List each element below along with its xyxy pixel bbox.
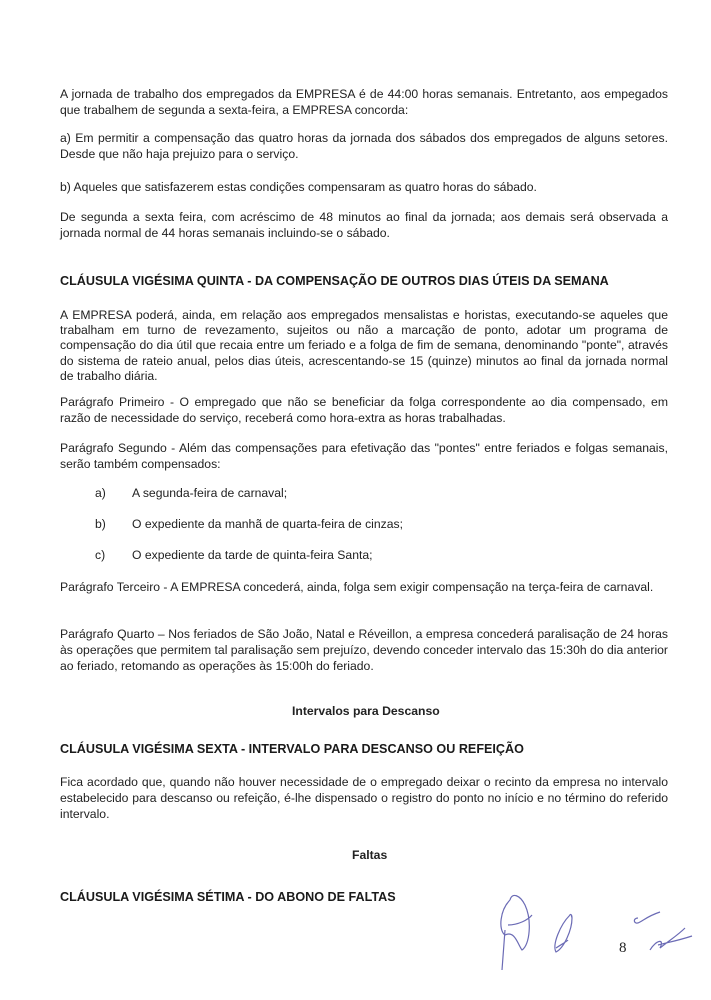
paragraph-terceiro: Parágrafo Terceiro - A EMPRESA concederá, ainda, folga sem exigir compensação na terça-feira de carnaval. — [60, 580, 654, 594]
paragraph-intervalo: Fica acordado que, quando não houver necessidade de o empregado deixar o recinto da empresa no intervalo estabelecido para descanso ou refeição, é-lhe dispensado o registro do ponto no início e no término do referido intervalo. — [60, 775, 668, 821]
clause-27-heading: CLÁUSULA VIGÉSIMA SÉTIMA - DO ABONO DE FALTAS — [60, 890, 396, 904]
paragraph-jornada: A jornada de trabalho dos empregados da EMPRESA é de 44:00 horas semanais. Entretanto, aos empegados que trabalhem de segunda a sexta-feira, a EMPRESA concorda: — [60, 87, 668, 117]
signature-mark — [650, 928, 692, 950]
paragraph-item-b: b) Aqueles que satisfazerem estas condições compensaram as quatro horas do sábado. — [60, 180, 537, 194]
list-item: c) O expediente da tarde de quinta-feira Santa; — [95, 548, 373, 562]
page-number: 8 — [619, 940, 627, 956]
paragraph-item-a: a) Em permitir a compensação das quatro horas da jornada dos sábados dos empregados de alguns setores. Desde que não haja prejuizo para o serviço. — [60, 131, 668, 161]
paragraph-compensacao: A EMPRESA poderá, ainda, em relação aos empregados mensalistas e horistas, executando-se aqueles que trabalham em turno de revezamento, sujeitos ou não a marcação de ponto, adotar um programa de compensação do dia útil que recaia entre um feriado e a folga de fim de semana, denominando "ponte", através do sistema de rateio anual, pelos dias úteis, acrescentando-se 15 (quinze) minutos ao final da jornada normal de trabalho diária. — [60, 308, 668, 383]
clause-25-heading: CLÁUSULA VIGÉSIMA QUINTA - DA COMPENSAÇÃO DE OUTROS DIAS ÚTEIS DA SEMANA — [60, 274, 609, 288]
paragraph-segundo: Parágrafo Segundo - Além das compensações para efetivação das "pontes" entre feriados e folgas semanais, serão também compensados: — [60, 441, 668, 471]
list-item: b) O expediente da manhã de quarta-feira de cinzas; — [95, 517, 404, 531]
list-item: a) A segunda-feira de carnaval; — [95, 486, 288, 500]
signature-mark — [634, 912, 660, 923]
section-title-faltas: Faltas — [352, 848, 388, 862]
paragraph-segunda-sexta: De segunda a sexta feira, com acréscimo de 48 minutos ao final da jornada; aos demais será observada a jornada normal de 44 horas semanais incluindo-se o sábado. — [60, 210, 668, 240]
paragraph-quarto: Parágrafo Quarto – Nos feriados de São João, Natal e Réveillon, a empresa concederá paralisação de 24 horas às operações que permitem tal paralisação sem prejuízo, devendo conceder intervalo das 15:30h do dia anterior ao feriado, retomando as operações às 15:00h do feriado. — [60, 627, 668, 673]
paragraph-primeiro: Parágrafo Primeiro - O empregado que não se beneficiar da folga correspondente ao dia compensado, em razão de necessidade do serviço, receberá como hora-extra as horas trabalhadas. — [60, 395, 668, 425]
clause-26-heading: CLÁUSULA VIGÉSIMA SEXTA - INTERVALO PARA DESCANSO OU REFEIÇÃO — [60, 742, 524, 756]
section-title-intervalos: Intervalos para Descanso — [292, 704, 440, 718]
signature-initials — [460, 870, 700, 990]
signature-mark — [555, 914, 572, 952]
signature-mark — [501, 895, 532, 970]
